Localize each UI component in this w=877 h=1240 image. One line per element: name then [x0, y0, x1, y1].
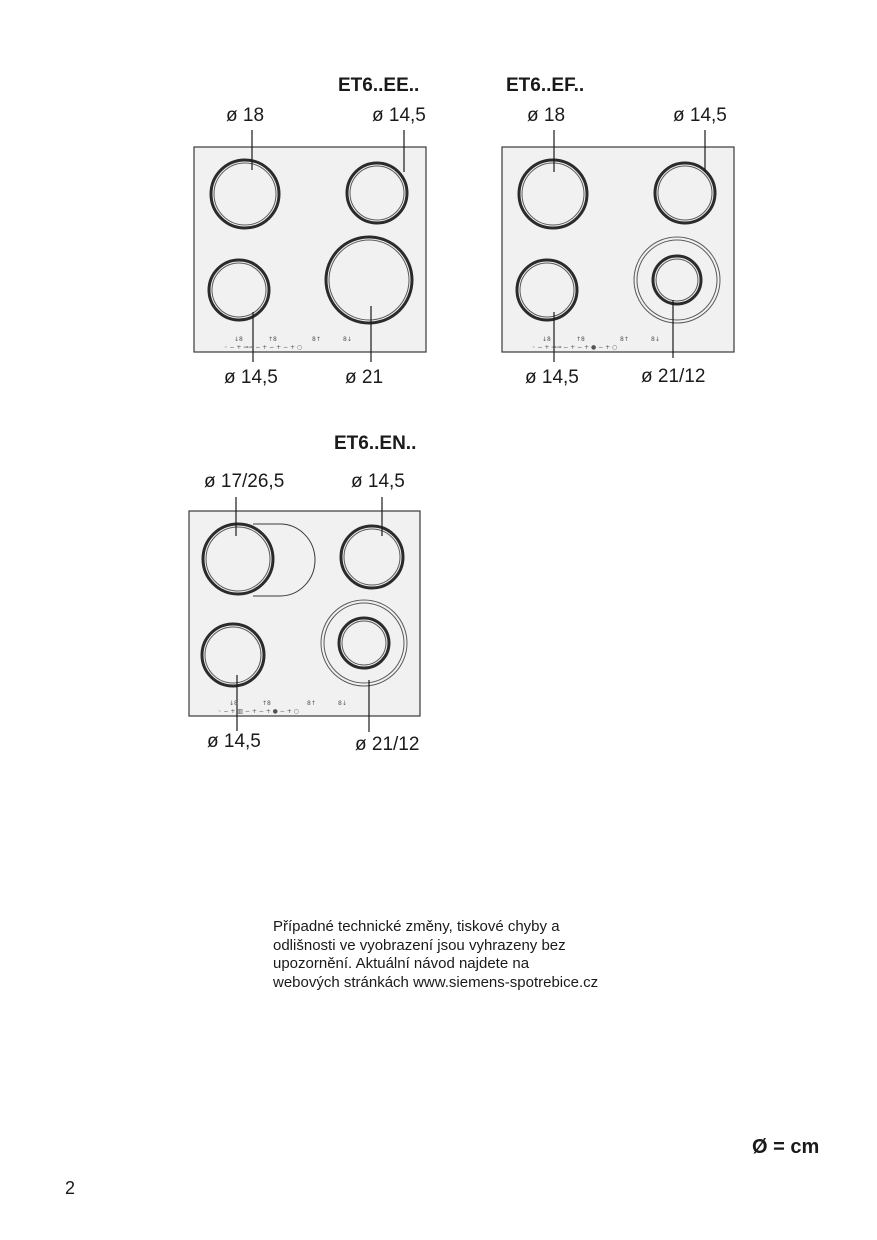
zone-diameter-label: ø 21: [345, 367, 384, 388]
zone-diameter-label: ø 17/26,5: [204, 471, 285, 492]
hob-ee-drawing: [194, 130, 426, 362]
hob-en-drawing: [189, 497, 420, 732]
zone-diameter-label: ø 21/12: [641, 366, 706, 387]
model-title: ET6..EN..: [334, 433, 417, 454]
control-display-icon: ↑8: [576, 336, 585, 343]
control-display-icon: ↓8: [229, 700, 238, 707]
hob-ef-panel: [502, 147, 734, 352]
control-display-icon: 8↓: [343, 336, 352, 343]
zone-diameter-label: ø 14,5: [207, 731, 261, 752]
unit-legend: Ø = cm: [752, 1136, 820, 1158]
model-title: ET6..EF..: [506, 75, 585, 96]
control-display-icon: 8↑: [307, 700, 316, 707]
zone-diameter-label: ø 14,5: [351, 471, 405, 492]
hob-ee-panel: [194, 147, 426, 352]
control-display-icon: ↓8: [542, 336, 551, 343]
zone-diameter-label: ø 18: [226, 105, 265, 126]
zone-diameter-label: ø 14,5: [372, 105, 426, 126]
hob-ef-drawing: [502, 130, 734, 362]
disclaimer-line: upozornění. Aktuální návod najdete na: [273, 955, 530, 972]
disclaimer-line: webových stránkách www.siemens-spotrebice.cz: [273, 973, 599, 991]
control-display-icon: 8↓: [651, 336, 660, 343]
control-display-icon: ↑8: [268, 336, 277, 343]
control-display-icon: ↑8: [262, 700, 271, 707]
control-touch-icon: ◦ − + ▥ − + − + ● − + ○: [218, 708, 299, 715]
zone-diameter-label: ø 14,5: [525, 367, 579, 388]
control-display-icon: 8↑: [312, 336, 321, 343]
control-display-icon: 8↑: [620, 336, 629, 343]
disclaimer-line: Případné technické změny, tiskové chyby a: [273, 918, 560, 935]
zone-diameter-label: ø 14,5: [673, 105, 727, 126]
model-title: ET6..EE..: [338, 75, 420, 96]
zone-diameter-label: ø 21/12: [355, 734, 420, 755]
zone-diameter-label: ø 18: [527, 105, 566, 126]
disclaimer-line: odlišnosti ve vyobrazení jsou vyhrazeny bez: [273, 936, 566, 954]
control-display-icon: 8↓: [338, 700, 347, 707]
page-number: 2: [65, 1178, 76, 1198]
zone-diameter-label: ø 14,5: [224, 367, 278, 388]
control-touch-icon: ◦ − + ⊸⊸ − + − + ● − + ○: [532, 344, 618, 351]
disclaimer-note: [273, 918, 598, 992]
control-touch-icon: ◦ − + ⊸⊸ − + − + − + ○: [224, 344, 303, 351]
control-display-icon: ↓8: [234, 336, 243, 343]
